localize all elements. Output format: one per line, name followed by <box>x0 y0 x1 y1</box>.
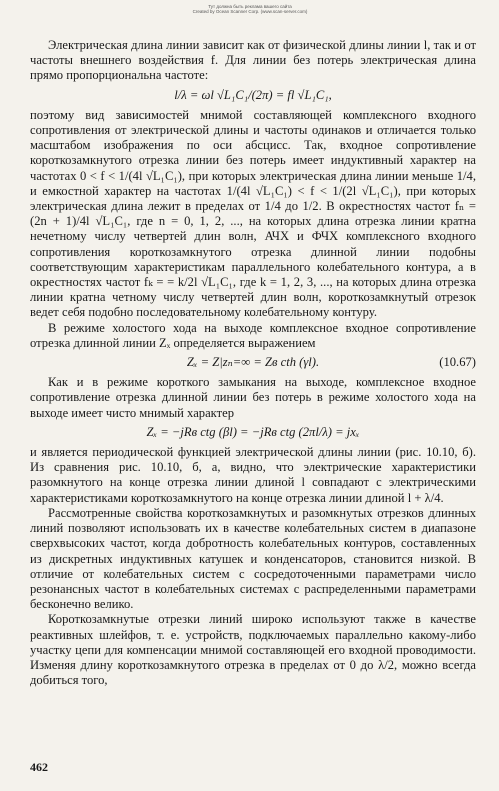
watermark-line-1: Тут должна быть реклама вашего сайта <box>208 4 292 9</box>
paragraph-1: Электрическая длина линии зависит как от физической длины линии l, так и от частоты внешнего воздействия f. Для линии без потерь электрическая длина прямо пропорциональна частоте: <box>30 38 476 83</box>
paragraph-2: поэтому вид зависимостей мнимой составляющей комплексного входного сопротивления от электрической длины и частоты одинаков и отличается только масштабом изображения по оси абсцисс. Так, входное сопротивление короткозамкнутого отрезка линии без потерь имеет индуктивный характер на частотах 0 < f < 1/(4l √L₁C₁), при которых электрическая длина линии меньше 1/4, и емкостной характер на частотах 1/(4l √L₁C₁) < f < 1/(2l √L₁C₁), при которых электрическая длина лежит в пределах от 1/4 до 1/2. В окрестностях частот fₙ = (2n + 1)/4l √L₁C₁, где n = 0, 1, 2, ..., на которых длина отрезка линии кратна нечетному числу четвертей длин волн, АЧХ и ФЧХ комплексного входного сопротивления короткозамкнутого отрезка длинной линии подобны соответствующим характеристикам параллельного колебательного контура, а в окрестностях частот fₖ = = k/2l √L₁C₁, где k = 1, 2, 3, ..., на которых длина отрезка линии кратна четному числу четвертей длин волн, короткозамкнутый отрезок ведет себя подобно последовательному колебательному контуру. <box>30 107 476 320</box>
paragraph-4: Как и в режиме короткого замыкания на выходе, комплексное входное сопротивление отрезка длинной линии без потерь в режиме холостого хода на выходе имеет чисто мнимый характер <box>30 375 476 420</box>
paragraph-7: Короткозамкнутые отрезки линий широко используют также в качестве реактивных шлейфов, т. е. устройств, подключаемых параллельно какому-либо участку цепи для компенсации мнимой составляющей его входной проводимости. Изменяя длину короткозамкнутого отрезка в пределах от 0 до λ/2, можно всегда добиться того, <box>30 612 476 688</box>
equation-number: (10.67) <box>439 355 476 370</box>
scanner-watermark <box>150 4 350 14</box>
paragraph-6: Рассмотренные свойства короткозамкнутых и разомкнутых отрезков длинных линий позволяют использовать их в качестве колебательных систем в диапазоне сверхвысоких частот, когда добротность колебательных контуров, составленных из дискретных индуктивных катушек и конденсаторов, становится низкой. В отличие от колебательных систем с сосредоточенными параметрами число резонансных частот в колебательных системах с распределенными параметрами бесконечно велико. <box>30 505 476 612</box>
formula-10-67-text: Zₓ = Z|zₙ=∞ = Zв cth (γl). <box>186 355 320 370</box>
formula-open-circuit-impedance <box>30 355 476 370</box>
formula-electrical-length: l/λ = ωl √L₁C₁/(2π) = fl √L₁C₁, <box>174 87 332 102</box>
paragraph-5: и является периодической функцией электрической длины линии (рис. 10.10, б). Из сравнения рис. 10.10, б, а, видно, что электрические характеристики разомкнутого на конце отрезка линии длиной l совпадают с электрическими характеристиками короткозамкнутого на конце отрезка линии длиной l + λ/4. <box>30 445 476 505</box>
paragraph-3: В режиме холостого хода на выходе комплексное входное сопротивление отрезка длинной линии Zₓ определяется выражением <box>30 320 476 350</box>
page-body <box>30 38 476 688</box>
formula-lossless-open-circuit: Zₓ = −jRв ctg (βl) = −jRв ctg (2πl/λ) = jxₓ <box>146 424 360 439</box>
page-number: 462 <box>30 760 48 774</box>
watermark-line-2: Created by Ocean Scanner Corp. (www.scan-server.com) <box>192 9 308 14</box>
